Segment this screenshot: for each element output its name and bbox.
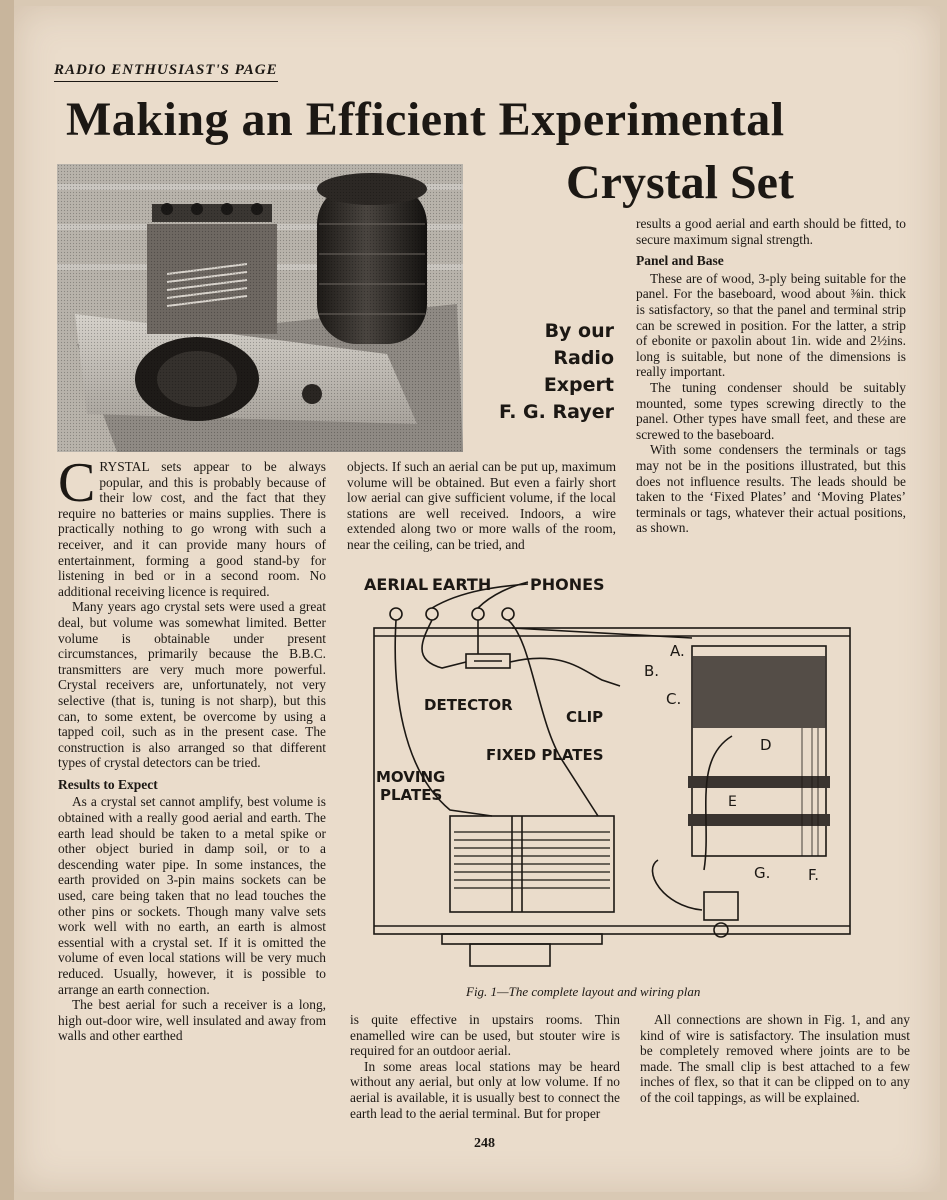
column-left <box>58 452 326 1044</box>
intro-paragraph: CRYSTAL sets appear to be always popular, and this is probably because of their low cost, and the fact that they require no batteries or mains supplies. There is practically nothing to go wrong with such a receiver, and it can provide many hours of entertainment, forming a good stand-by for listening in bed or in a second room. No additional receiving licence is required. <box>58 452 326 599</box>
label-earth: EARTH <box>432 575 492 594</box>
page-number: 248 <box>474 1136 495 1151</box>
paragraph: objects. If such an aerial can be put up, maximum volume will be obtained. But even a fairly short low aerial can give sufficient volume, if the local stations are well received. Indoors, a wire extended along two or more walls of the room, near the ceiling, can be tried, and <box>347 459 616 552</box>
tuning-condenser <box>442 816 614 966</box>
column-right-top <box>636 216 906 536</box>
paragraph: All connections are shown in Fig. 1, and any kind of wire is satisfactory. The insulation must be completely removed where joints are to be made. The small clip is best attached to a few inches of flex, so that it can be clipped on to any of the coil tappings, as will be explained. <box>640 1012 910 1105</box>
byline-line1: By our <box>544 320 614 342</box>
label-moving-plates-1: MOVING <box>376 768 446 786</box>
label-tap-b: B. <box>644 662 660 680</box>
drop-cap: C <box>58 452 96 514</box>
label-tap-c: C. <box>666 690 682 708</box>
tapped-coil <box>688 646 830 856</box>
label-detector: DETECTOR <box>424 696 513 714</box>
paragraph: results a good aerial and earth should be fitted, to secure maximum signal strength. <box>636 216 906 247</box>
wiring-diagram <box>362 570 856 980</box>
subheading-results: Results to Expect <box>58 776 158 792</box>
crystal-detector <box>466 654 510 668</box>
paragraph: The tuning condenser should be suitably mounted, some types screwing directly to the panel. Other types have small feet, and these are screwed to the baseboard. <box>636 379 906 442</box>
figure-caption: Fig. 1—The complete layout and wiring plan <box>466 984 701 999</box>
column-middle-top <box>347 459 616 553</box>
column-middle-bottom <box>350 1012 620 1121</box>
paragraph: These are of wood, 3-ply being suitable for the panel. For the baseboard, wood about ⅜in. thick is satisfactory, so that the panel and terminal strip can be screwed in position. For the latter, a strip of ebonite or paxolin about 1in. wide and 2½ins. long is suitable, but none of the dimensions is really important. <box>636 270 906 380</box>
article-title-line1: Making an Efficient Experimental <box>66 93 785 146</box>
label-moving-plates-2: PLATES <box>380 786 443 804</box>
crystal-set-photo <box>57 164 463 452</box>
section-header: RADIO ENTHUSIAST'S PAGE <box>54 62 278 82</box>
article-title-line2: Crystal Set <box>566 156 794 209</box>
paragraph: is quite effective in upstairs rooms. Thin enamelled wire can be used, but stouter wire is required for an outdoor aerial. <box>350 1012 620 1059</box>
label-fixed-plates: FIXED PLATES <box>486 746 604 764</box>
label-tap-e: E <box>728 794 737 810</box>
paragraph: As a crystal set cannot amplify, best volume is obtained with a really good aerial and earth. The earth lead should be taken to a metal spike or other object buried in damp soil, or to a descending water pipe. In some instances, the earth provided on 3-pin mains sockets can be used, care being taken that no lead touches the other pins or sockets. Though many valve sets work well with no earth, an earth is almost essential with a crystal set. If it is omitted the volume of even local stations will be very much reduced. Usually, however, it is possible to arrange an earth connection. <box>58 794 326 997</box>
terminal-strip <box>390 608 514 620</box>
label-tap-g: G. <box>754 864 771 882</box>
column-right-bottom <box>640 1012 910 1106</box>
label-clip: CLIP <box>566 708 604 726</box>
byline-author: F. G. Rayer <box>499 401 614 423</box>
paragraph: With some condensers the terminals or tags may not be in the positions illustrated, but this does not influence results. The leads should be taken to the ‘Fixed Plates’ and ‘Moving Plates’ terminals or tags, whatever their actual positions, as shown. <box>636 442 906 536</box>
byline <box>486 318 614 426</box>
paragraph: Many years ago crystal sets were used a great deal, but volume was somewhat limited. Better volume is obtainable under present circumstances, primarily because the B.B.C. transmitters are very much more powerful. Crystal receivers are, unfortunately, not very selective (that is, tuning is not sharp), but this can, to some extent, be overcome by using a tapped coil, such as in the present case. The construction is also arranged so that different types of crystal detectors can be tried. <box>58 599 326 771</box>
paragraph: In some areas local stations may be heard without any aerial, but only at low volume. If no aerial is available, it is usually best to connect the earth lead to the aerial terminal. But for proper <box>350 1058 620 1121</box>
page-edge <box>0 0 14 1200</box>
byline-line2: Radio Expert <box>543 347 614 396</box>
label-tap-a: A. <box>670 642 685 660</box>
label-aerial: AERIAL <box>364 575 429 594</box>
paragraph: The best aerial for such a receiver is a long, high out-door wire, well insulated and away from walls and other earthed <box>58 997 326 1044</box>
label-tap-f: F. <box>808 866 819 884</box>
label-phones: PHONES <box>530 575 605 594</box>
subheading-panel: Panel and Base <box>636 253 724 269</box>
label-tap-d: D <box>760 736 772 754</box>
